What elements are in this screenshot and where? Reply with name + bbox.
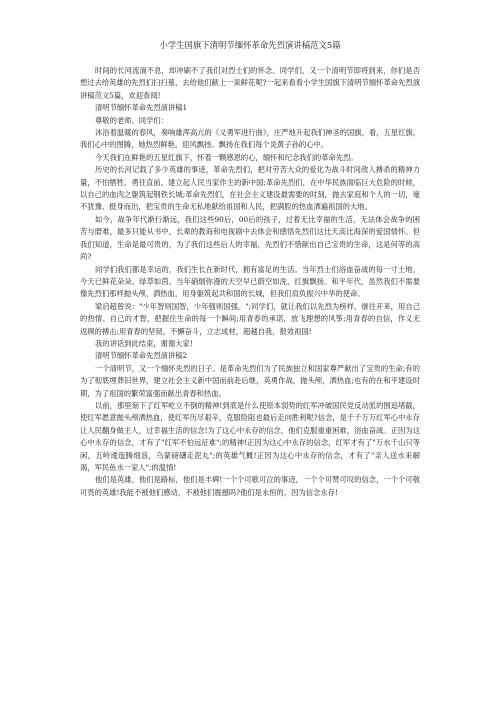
intro-paragraph: 时间的长河流淌不息，却冲刷不了我们对烈士们的怀念。同学们，又一个清明节即将到来，你们是否想过去给英雄的先烈们扫扫墓，去给他们献上一束鲜花呢?一起来看看小学生国旗下清明节缅怀革命先烈演讲稿范文5篇，欢迎查阅! [80, 66, 420, 100]
section-heading-2: 清明节缅怀革命先烈演讲稿2 [95, 351, 188, 361]
body-paragraph: 同学们我们都是幸运的，我们生长在新时代，拥有富足的生活。当年烈士们浴血奋战的每一寸土地，今天已鲜花朵朵、绿草如茵。当年硝烟弥漫的天空早已蔚空如洗、红旗飘扬。和平年代，虽然我们不需要像先烈们那样抛头颅、洒热血，用身躯筑起共和国的长城，但我们肩负振兴中华的使命。 [80, 264, 420, 299]
closing-line: 我的讲话到此结束，谢谢大家! [95, 338, 193, 348]
document-title: 小学生国旗下清明节缅怀革命先烈演讲稿范文5篇 [159, 40, 341, 50]
body-paragraph: 梁启超曾说："少年智则国智，少年强则国强。";同学们，就让我们以先烈为榜样，继往开来，用自己的热情、自己的才智，把握住生命的每一个瞬间;用青春的承诺，放飞理想的风筝;用青春的自信，作义无返顾的搏击;用青春的坚韧，不懈奋斗，立志成材，超越自我，报效祖国! [80, 301, 420, 336]
body-paragraph: 今天我们在鲜艳的五星红旗下，怀着一颗感恩的心，缅怀和纪念我们的革命先烈。 [95, 152, 358, 162]
section-heading-1: 清明节缅怀革命先烈演讲稿1 [95, 103, 188, 113]
body-paragraph: 一个清明节，又一个缅怀先烈的日子。是革命先烈们为了民族独立和国家尊严献出了宝贵的生命;有的为了彻底埋葬旧世界，建立社会主义新中国而前赴后继，英勇作战，抛头颅，洒热血;也有的在和平建设时期，为了祖国的繁荣富强而献出青春和热血。 [80, 363, 420, 398]
body-paragraph: 他们是英雄，他们是路标，他们是丰碑!一个个可歌可泣的事迹，一个个可赞可叹的信念，一个个可敬可畏的英雄!我能不被他们感动，不被他们震撼吗?他们是永恒的，因为信念永存! [80, 475, 420, 497]
body-paragraph: 如今，战争年代渐行渐远，我们这些90后，00后的孩子，过着无比幸福的生活，无法体会战争的困苦与磨难，最多只能从书中，长辈的教诲和电视剧中去体会和感悟先烈们这比天高比海深的爱国情怀。但我们知道，生命是最可贵的，为了我们这些后人的幸福，先烈们不惜献出自己宝贵的生命，这是何等的高尚? [80, 214, 420, 262]
body-paragraph: 以前，那里刻下了红军屹立不倒的精神!到底是什么使原本弱势的红军冲破国民党反动派的围追堵截，使红军愿意抛头颅洒热血，使红军历尽艰辛，克服险阻也最后走向胜利呢?信念，是千千万万红军心中永存让人民翻身做主人，过幸福生活的信念!为了这心中永存的信念，他们克服重重困难，浴血奋战。正因为这心中永存的信念，才有了"红军不怕远征难";的精神!正因为这心中永存的信念，红军才有了"万水千山只等闲，五岭逶迤腾细浪，乌蒙磅礴走泥丸";的英雄气概!正因为这心中永存的信念，才有了"亲人送水来解渴，军民鱼水一家人";的温情! [80, 400, 420, 472]
body-paragraph: 历史的长河记载了多少英雄的事迹，革命先烈们，把对劳苦大众的爱化为战斗时间敌人搏杀的精神力量，不怕牺牲、勇往直前，建立起人民当家作主的新中国;革命先烈们，在中华民族面临巨大危险的时候，以自己的血肉之躯筑起钢铁长城;革命先烈们，在社会主义建设最需要的时刻，抛去家庭和个人的一切，毫不犹豫、挺身而出，把宝贵的生命无私地献给祖国和人民，把满腔的热血洒遍祖国的大地。 [80, 165, 420, 212]
body-paragraph: 沐浴着温暖的春风，奏响雄浑高亢的《义勇军进行曲》，庄严地升起我们神圣的国旗，看，五星红旗，我们心中的图腾，她热烈鲜艳，迎风飘扬。飘扬在我们每个炎黄子孙的心中。 [80, 128, 420, 150]
salutation: 尊敬的老师、同学们： [95, 115, 168, 125]
document-body [80, 65, 420, 499]
